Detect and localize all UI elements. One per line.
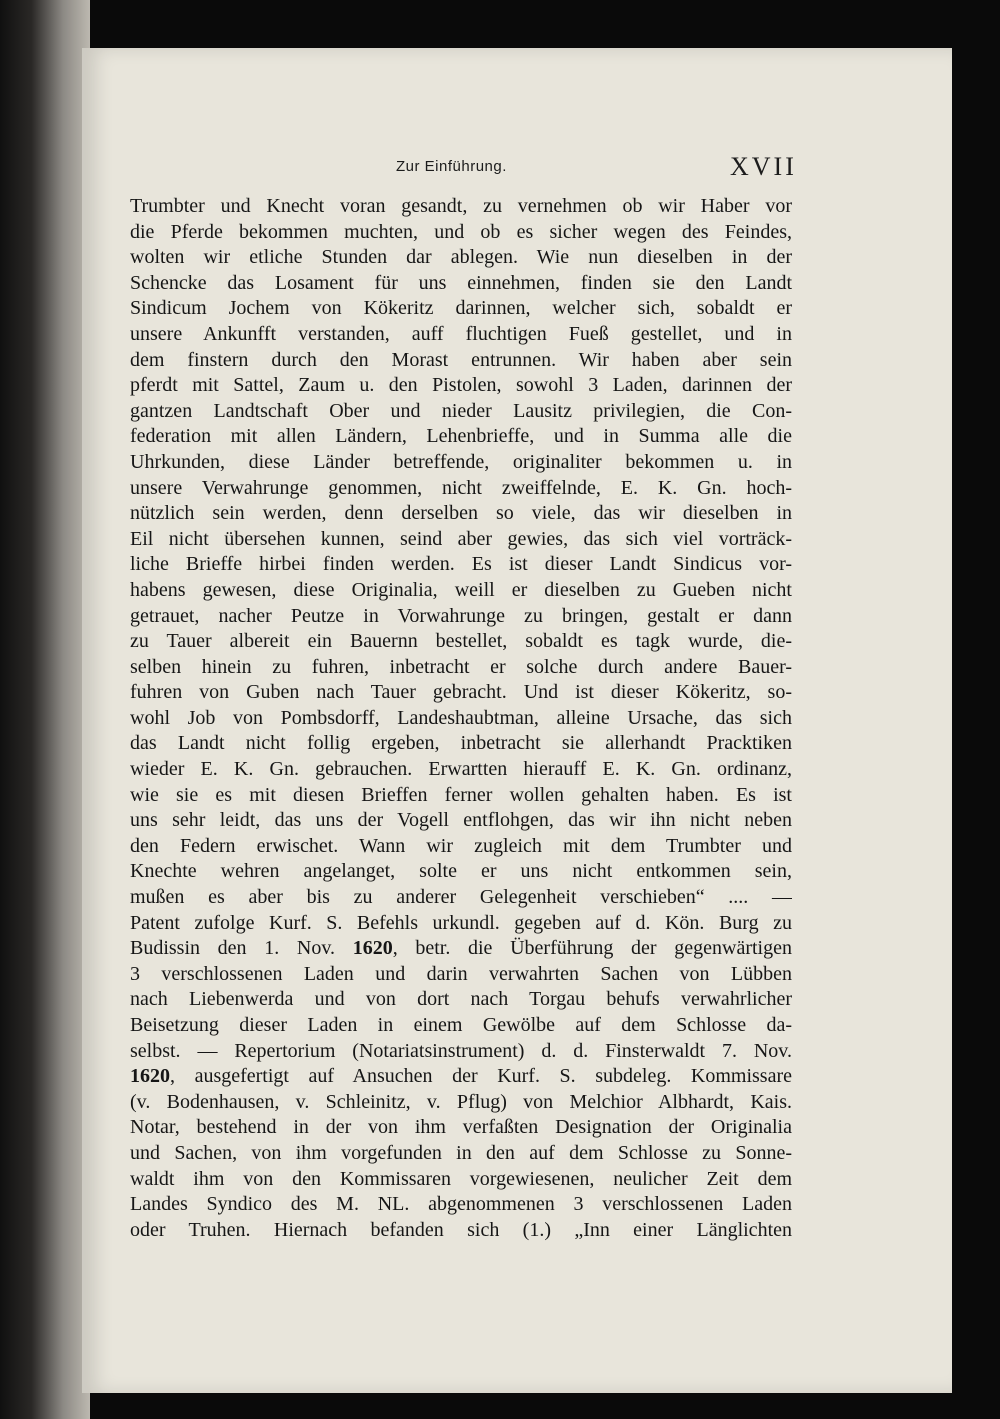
text-line: Notar, bestehend in der von ihm verfaßten Designation der Originalia bbox=[130, 1116, 792, 1139]
text-line: liche Brieffe hirbei finden werden. Es ist dieser Landt Sindicus vor- bbox=[130, 553, 792, 576]
text-line: (v. Bodenhausen, v. Schleinitz, v. Pflug) von Melchior Albhardt, Kais. bbox=[130, 1090, 792, 1113]
text-line: unsere Verwahrunge genommen, nicht zweiffelnde, E. K. Gn. hoch- bbox=[130, 476, 792, 499]
text-line: waldt ihm von den Kommissaren vorgewiesenen, neulicher Zeit dem bbox=[130, 1167, 792, 1190]
text-line: selbst. — Repertorium (Notariatsinstrument) d. d. Finsterwaldt 7. Nov. bbox=[130, 1039, 792, 1062]
body-text bbox=[130, 194, 792, 1243]
text-line: Patent zufolge Kurf. S. Befehls urkundl. gegeben auf d. Kön. Burg zu bbox=[130, 911, 792, 934]
text-line: 3 verschlossenen Laden und darin verwahrten Sachen von Lübben bbox=[130, 962, 792, 985]
text-line: selben hinein zu fuhren, inbetracht er solche durch andere Bauer- bbox=[130, 655, 792, 678]
text-line: getrauet, nacher Peutze in Vorwahrunge zu bringen, gestalt er dann bbox=[130, 604, 792, 627]
text-line: Uhrkunden, diese Länder betreffende, originaliter bekommen u. in bbox=[130, 450, 792, 473]
text-line: unsere Ankunfft verstanden, auff fluchtigen Fueß gestellet, und in bbox=[130, 322, 792, 345]
text-line: das Landt nicht follig ergeben, inbetracht sie allerhandt Pracktiken bbox=[130, 732, 792, 755]
text-line: oder Truhen. Hiernach befanden sich (1.) „Inn einer Länglichten bbox=[130, 1218, 792, 1241]
text-line: Sindicum Jochem von Kökeritz darinnen, welcher sich, sobaldt er bbox=[130, 297, 792, 320]
text-line: zu Tauer albereit ein Bauernn bestellet, sobaldt es tagk wurde, die- bbox=[130, 630, 792, 653]
text-line: Beisetzung dieser Laden in einem Gewölbe auf dem Schlosse da- bbox=[130, 1014, 792, 1036]
text-line: wolten wir etliche Stunden dar ablegen. Wie nun dieselben in der bbox=[130, 246, 792, 269]
text-line: Knechte wehren angelanget, solte er uns nicht entkommen sein, bbox=[130, 860, 792, 883]
text-line: nützlich sein werden, denn derselben so viele, das wir dieselben in bbox=[130, 502, 792, 525]
text-line: pferdt mit Sattel, Zaum u. den Pistolen, sowohl 3 Laden, darinnen der bbox=[130, 374, 792, 397]
running-head: Zur Einführung. bbox=[396, 158, 507, 175]
text-line: 1620, ausgefertigt auf Ansuchen der Kurf. S. subdeleg. Kommissare bbox=[130, 1065, 792, 1088]
text-line: Schencke das Losament für uns einnehmen, finden sie den Landt bbox=[130, 271, 792, 294]
text-line: Trumbter und Knecht voran gesandt, zu vernehmen ob wir Haber vor bbox=[130, 195, 792, 217]
text-line: habens gewesen, diese Originalia, weill er dieselben zu Gueben nicht bbox=[130, 578, 792, 601]
text-line: und Sachen, von ihm vorgefunden in den auf dem Schlosse zu Sonne- bbox=[130, 1141, 792, 1164]
text-line: mußen es aber bis zu anderer Gelegenheit verschieben“ .... — bbox=[130, 886, 792, 909]
page-header bbox=[82, 152, 952, 186]
text-line: die Pferde bekommen muchten, und ob es sicher wegen des Feindes, bbox=[130, 220, 792, 243]
text-line: federation mit allen Ländern, Lehenbrieffe, und in Summa alle die bbox=[130, 425, 792, 448]
text-line: Budissin den 1. Nov. 1620, betr. die Überführung der gegenwärtigen bbox=[130, 937, 792, 960]
text-line: wohl Job von Pombsdorff, Landeshaubtman, alleine Ursache, das sich bbox=[130, 706, 792, 729]
text-line: wie sie es mit diesen Brieffen ferner wollen gehalten haben. Es ist bbox=[130, 783, 792, 806]
page-number: XVII bbox=[730, 152, 797, 181]
text-line: den Federn erwischet. Wann wir zugleich mit dem Trumbter und bbox=[130, 834, 792, 857]
text-line: Eil nicht übersehen kunnen, seind aber gewies, das sich viel vorträck- bbox=[130, 527, 792, 550]
text-line: dem finstern durch den Morast entrunnen. Wir haben aber sein bbox=[130, 348, 792, 371]
text-line: gantzen Landtschaft Ober und nieder Lausitz privilegien, die Con- bbox=[130, 399, 792, 422]
text-line: fuhren von Guben nach Tauer gebracht. Und ist dieser Kökeritz, so- bbox=[130, 681, 792, 704]
text-line: wieder E. K. Gn. gebrauchen. Erwartten hierauff E. K. Gn. ordinanz, bbox=[130, 758, 792, 781]
text-line: Landes Syndico des M. NL. abgenommenen 3 verschlossenen Laden bbox=[130, 1193, 792, 1216]
text-line: nach Liebenwerda und von dort nach Torgau behufs verwahrlicher bbox=[130, 988, 792, 1011]
document-page bbox=[82, 48, 952, 1393]
background-left bbox=[0, 0, 90, 1419]
text-line: uns sehr leidt, das uns der Vogell entflohgen, das wir ihn nicht neben bbox=[130, 809, 792, 832]
